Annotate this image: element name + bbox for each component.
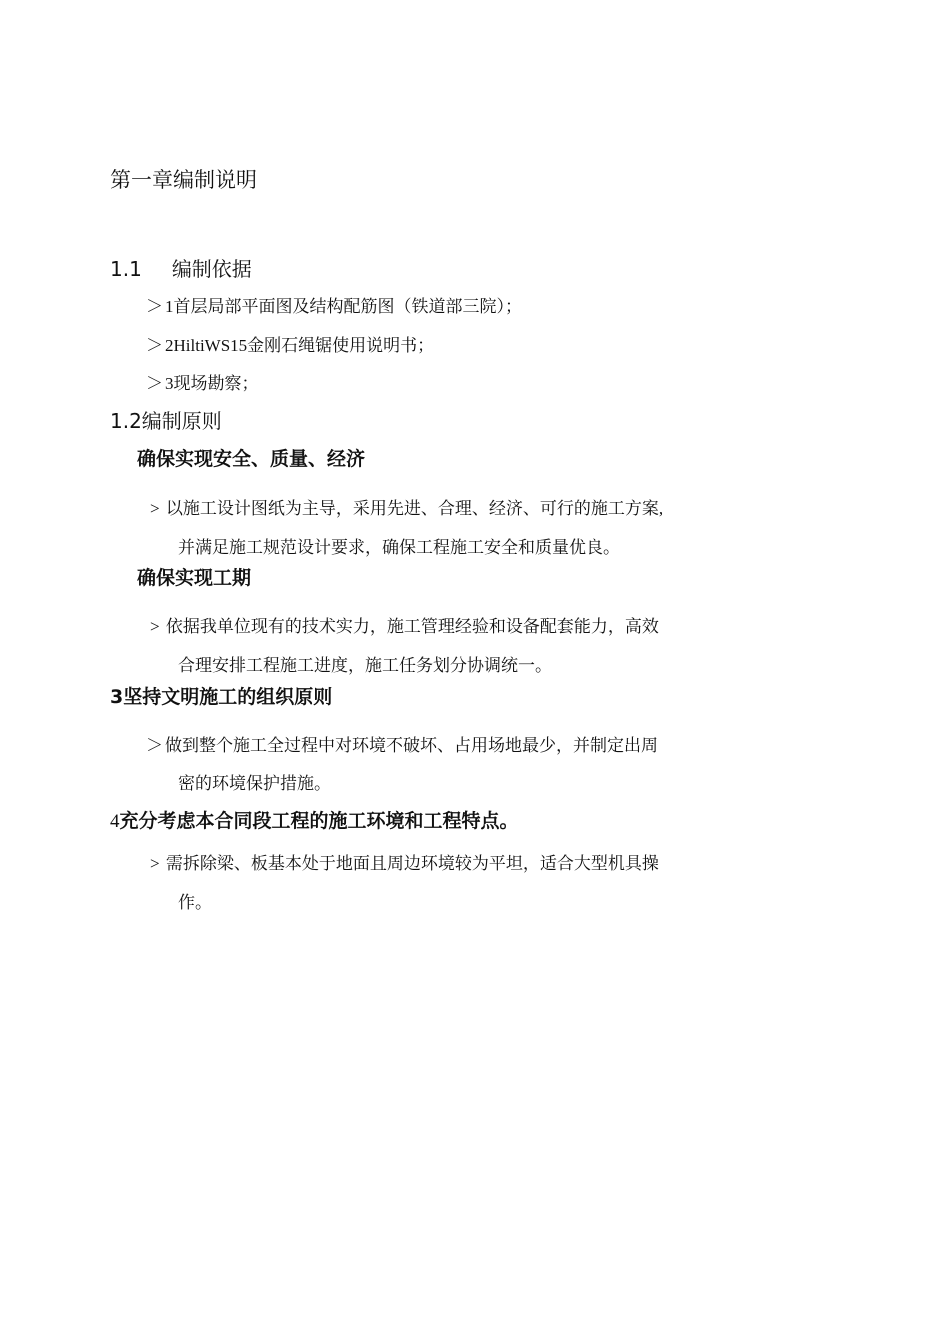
principle-1-line-2: 并满足施工规范设计要求，确保工程施工安全和质量优良。 <box>178 538 620 557</box>
principle-4-line-2: 作。 <box>178 893 212 912</box>
principle-2-line-2: 合理安排工程施工进度，施工任务划分协调统一。 <box>178 656 552 675</box>
bullet-arrow-icon: ＞ <box>146 336 163 355</box>
section-1-1-number: 1.1 <box>110 257 142 281</box>
principle-1-title: 确保实现安全、质量、经济 <box>137 448 366 470</box>
principle-4-line-1: > 需拆除梁、板基本处于地面且周边环境较为平坦，适合大型机具操 <box>150 854 659 873</box>
principle-4-heading <box>110 806 519 833</box>
chapter-title: 第一章编制说明 <box>110 168 257 192</box>
principle-3-title: 3坚持文明施工的组织原则 <box>110 686 333 708</box>
bullet-arrow-icon: > <box>150 854 160 873</box>
principle-4-number: 4 <box>110 811 120 832</box>
principle-2-title: 确保实现工期 <box>137 567 252 589</box>
basis-item-3: ＞ 3现场勘察； <box>146 369 259 394</box>
principle-3-line-1: ＞ 做到整个施工全过程中对环境不破坏、占用场地最少，并制定出周 <box>146 731 658 756</box>
bullet-arrow-icon: ＞ <box>146 374 163 393</box>
basis-item-2: ＞ 2HiltiWS15金刚石绳锯使用说明书； <box>146 331 434 356</box>
section-1-1-title: 编制依据 <box>171 257 252 281</box>
basis-item-1: ＞ 1首层局部平面图及结构配筋图（铁道部三院）； <box>146 292 522 317</box>
principle-2-line-1: > 依据我单位现有的技术实力，施工管理经验和设备配套能力，高效 <box>150 617 659 636</box>
bullet-arrow-icon: ＞ <box>146 297 163 316</box>
principle-3-line-2: 密的环境保护措施。 <box>178 774 331 793</box>
bullet-arrow-icon: > <box>150 499 160 518</box>
principle-1-line-1: > 以施工设计图纸为主导，采用先进、合理、经济、可行的施工方案, <box>150 499 664 518</box>
section-1-1-heading <box>110 253 252 282</box>
section-1-2-heading: 1.2编制原则 <box>110 409 222 433</box>
bullet-arrow-icon: > <box>150 617 160 636</box>
principle-4-title: 充分考虑本合同段工程的施工环境和工程特点。 <box>119 810 519 832</box>
bullet-arrow-icon: ＞ <box>146 736 163 755</box>
